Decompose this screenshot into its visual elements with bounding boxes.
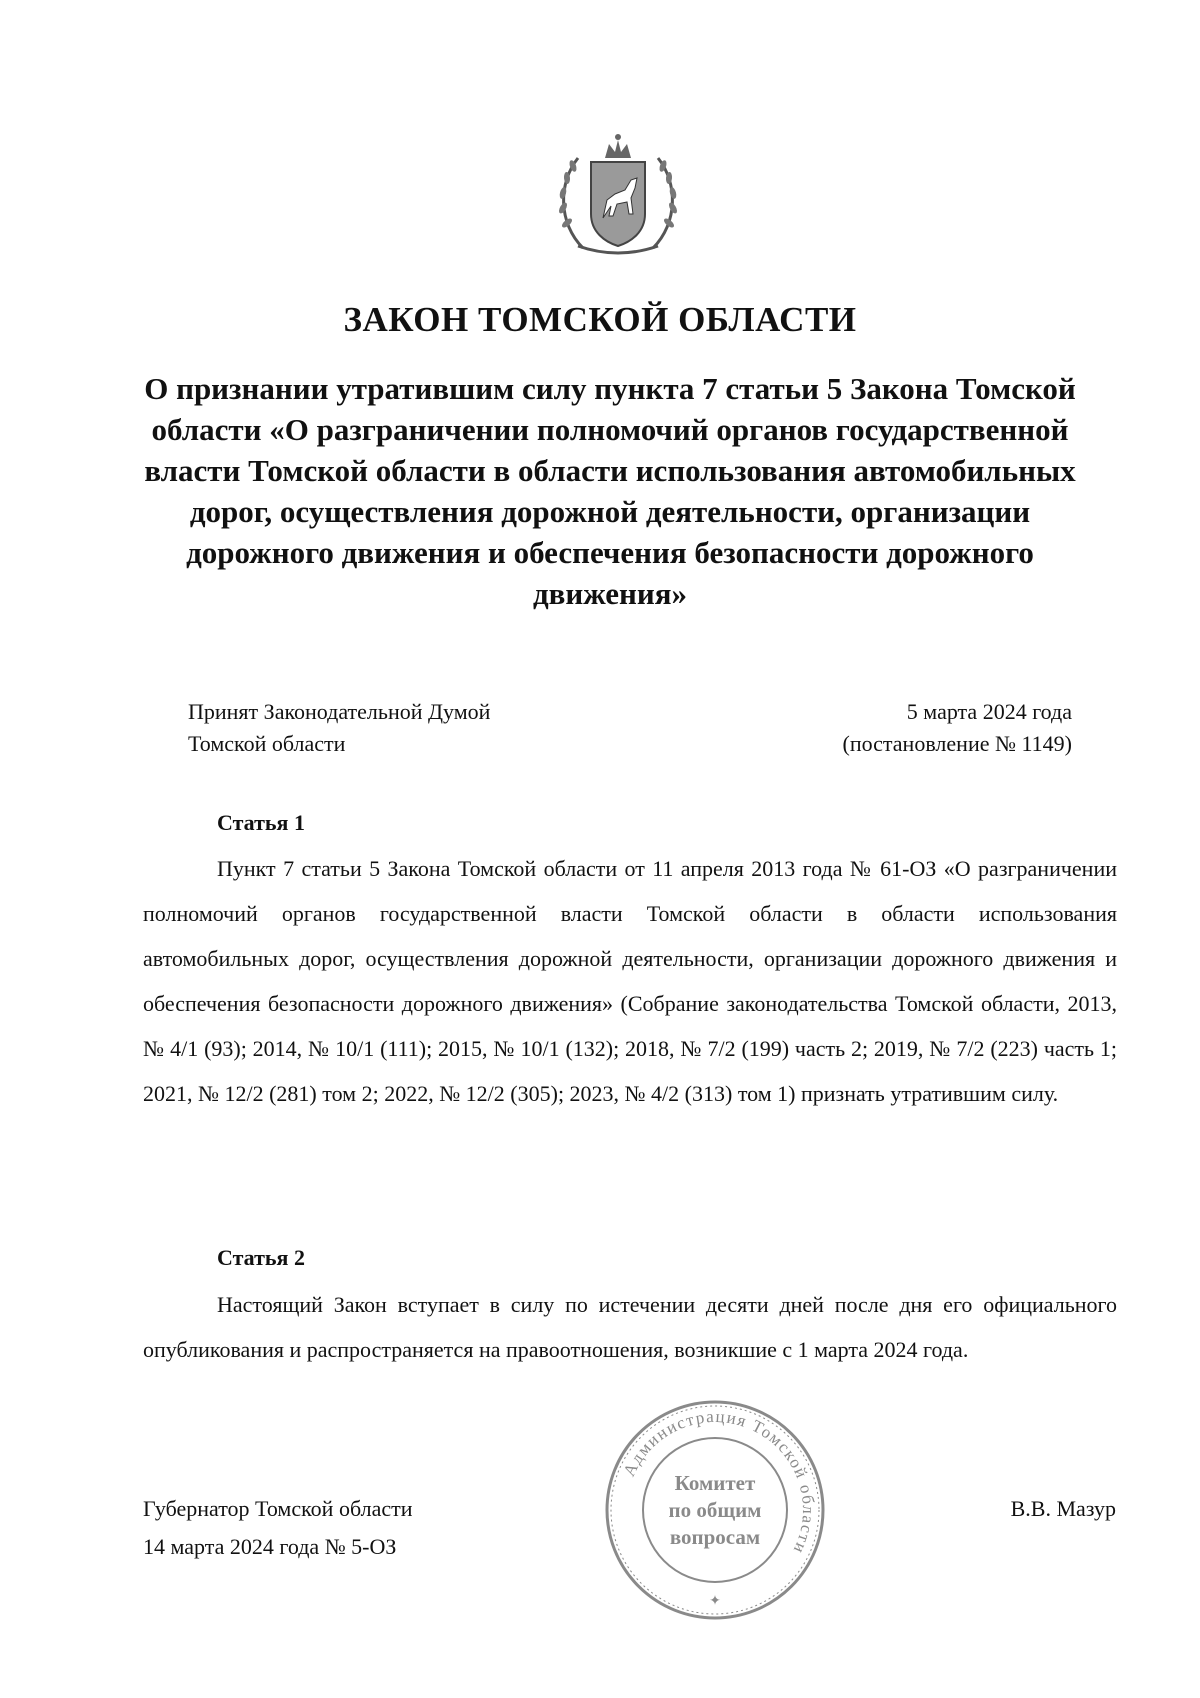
signature-block bbox=[143, 1490, 413, 1566]
stamp-ring-text: Администрация Томской области bbox=[619, 1406, 819, 1558]
governor-name: В.В. Мазур bbox=[1010, 1496, 1116, 1521]
law-title: ЗАКОН ТОМСКОЙ ОБЛАСТИ bbox=[343, 300, 857, 339]
adoption-body-line1: Принят Законодательной Думой bbox=[188, 699, 491, 724]
adoption-body-line2: Томской области bbox=[188, 731, 346, 756]
stamp-center-line2: по общим bbox=[668, 1498, 762, 1522]
law-subtitle: О признании утратившим силу пункта 7 статьи 5 Закона Томской области «О разграничении полномочий органов государственной власти Томской области в области использования автомобильных дорог, осуществления дорожной деятельности, организации дорожного движения и обеспечения безопасности дорожного движения» bbox=[144, 371, 1076, 611]
official-stamp bbox=[600, 1395, 830, 1625]
adoption-body bbox=[188, 696, 490, 760]
article-1-heading: Статья 1 bbox=[217, 810, 305, 835]
governor-position: Губернатор Томской области bbox=[143, 1496, 413, 1521]
coat-of-arms-icon bbox=[553, 128, 683, 263]
law-date-number: 14 марта 2024 года № 5-ОЗ bbox=[143, 1534, 397, 1559]
stamp-center-line1: Комитет bbox=[674, 1471, 756, 1495]
article-1-text: Пункт 7 статьи 5 Закона Томской области от 11 апреля 2013 года № 61-ОЗ «О разграничении полномочий органов государственной власти Томской области в области использования автомобильных дорог, осуществления дорожной деятельности, организации дорожного движения и обеспечения безопасности дорожного движения» (Собрание законодательства Томской области, 2013, № 4/1 (93); 2014, № 10/1 (111); 2015, № 10/1 (132); 2018, № 7/2 (199) часть 2; 2019, № 7/2 (223) часть 1; 2021, № 12/2 (281) том 2; 2022, № 12/2 (305); 2023, № 4/2 (313) том 1) признать утратившим силу. bbox=[143, 856, 1117, 1106]
article-2-heading: Статья 2 bbox=[217, 1245, 305, 1270]
svg-text:✦: ✦ bbox=[709, 1594, 721, 1609]
article-2-text: Настоящий Закон вступает в силу по истечении десяти дней после дня его официального опубликования и распространяется на правоотношения, возникшие с 1 марта 2024 года. bbox=[143, 1292, 1117, 1362]
adoption-date: 5 марта 2024 года bbox=[906, 699, 1072, 724]
adoption-resolution: (постановление № 1149) bbox=[842, 731, 1072, 756]
adoption-date-block bbox=[843, 696, 1073, 760]
stamp-center-line3: вопросам bbox=[669, 1525, 761, 1549]
